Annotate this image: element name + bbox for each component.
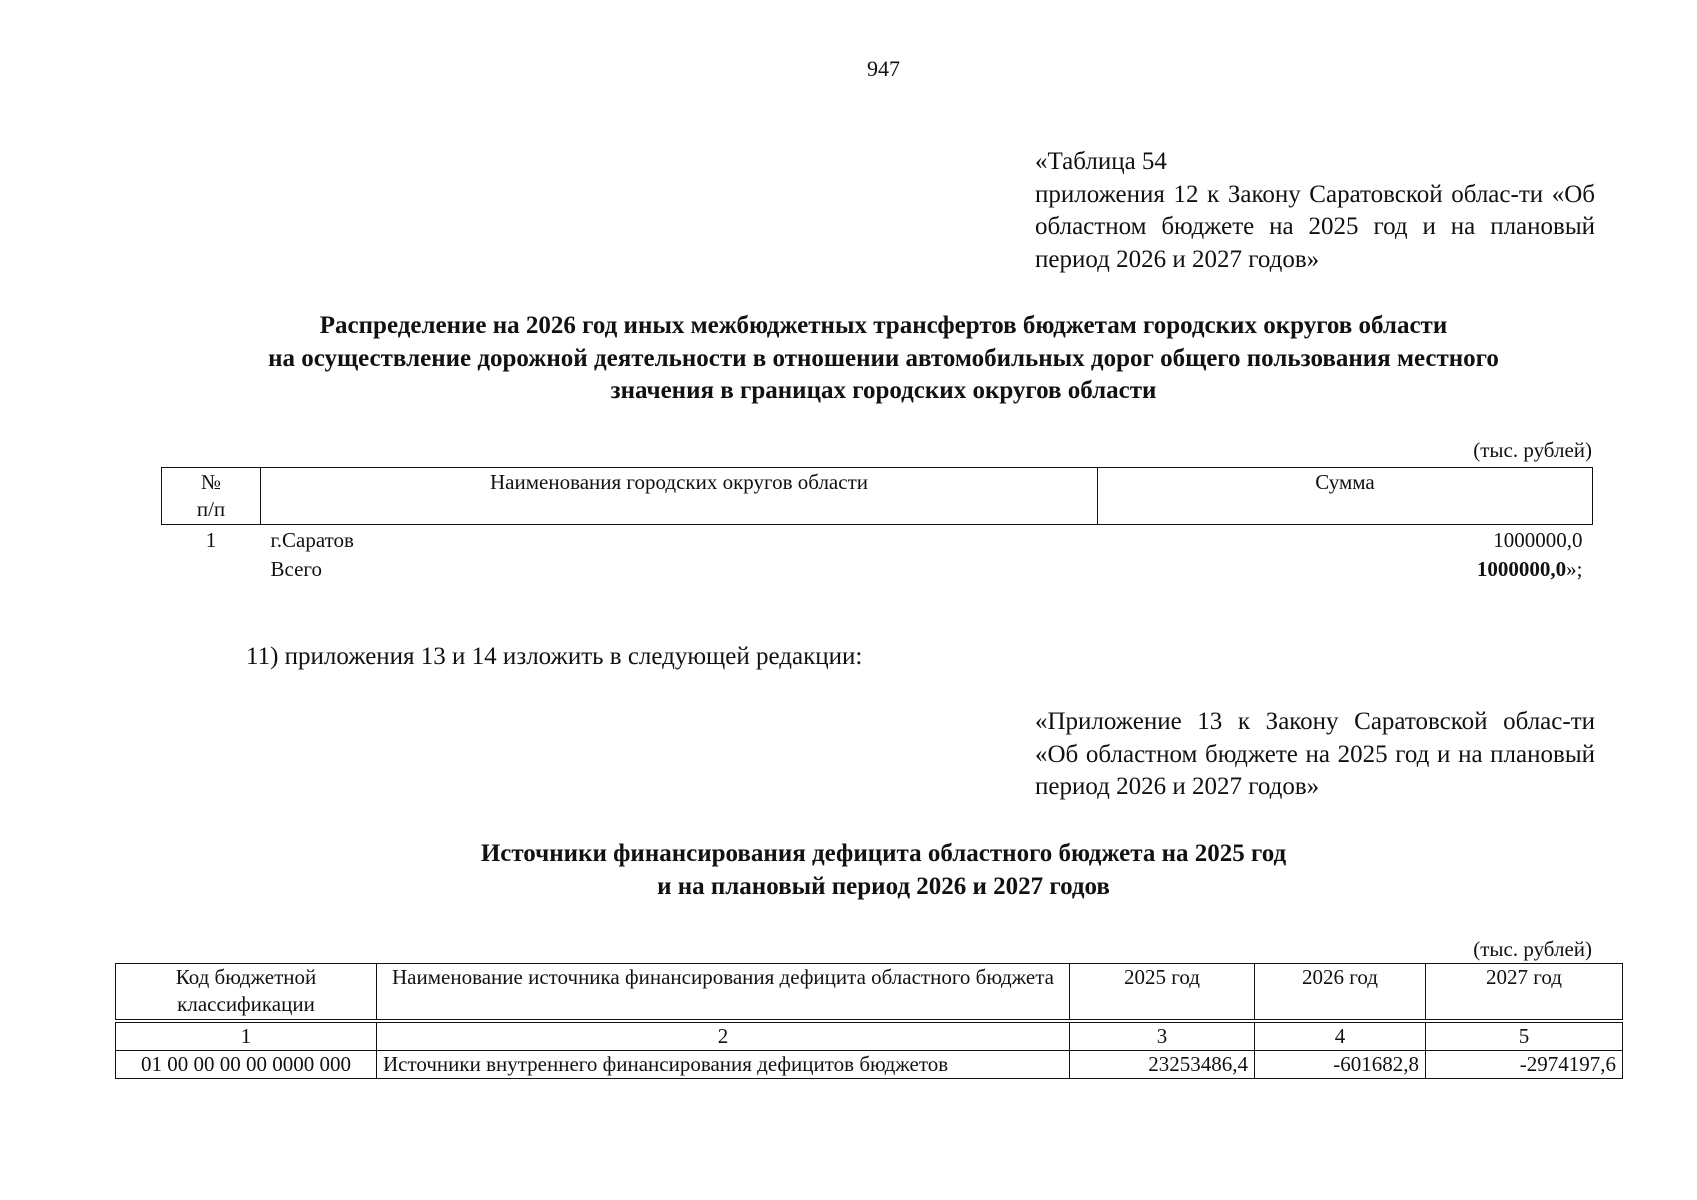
table-row — [162, 525, 1593, 556]
col-number: 5 — [1426, 1021, 1623, 1051]
header-2027: 2027 год — [1426, 964, 1623, 1021]
table2-title — [0, 838, 1697, 903]
header-name: Наименования городских округов области — [261, 468, 1098, 525]
row-name: г.Саратов — [270, 528, 354, 552]
header-sum: Сумма — [1098, 468, 1593, 525]
col-number: 4 — [1255, 1021, 1426, 1051]
header-source-name: Наименование источника финансирования дефицита областного бюджета — [377, 964, 1070, 1021]
row-2026: -601682,8 — [1255, 1050, 1426, 1078]
col-number: 2 — [377, 1021, 1070, 1051]
deficit-sources-table — [115, 963, 1623, 1079]
reference-line-1: «Таблица 54 — [1035, 148, 1167, 175]
row-2027: -2974197,6 — [1426, 1050, 1623, 1078]
table2-title-line-1: Источники финансирования дефицита областного бюджета на 2025 год — [480, 840, 1287, 867]
total-sum: 1000000,0 — [1476, 557, 1567, 581]
header-2026: 2026 год — [1255, 964, 1426, 1021]
table1-unit: (тыс. рублей) — [1473, 438, 1592, 462]
table-reference-block — [1035, 146, 1595, 276]
col-number: 3 — [1070, 1021, 1255, 1051]
total-sum-cell — [1098, 555, 1593, 584]
row-code: 01 00 00 00 00 0000 000 — [116, 1050, 377, 1078]
row-num: 1 — [205, 528, 217, 552]
page-number: 947 — [867, 56, 900, 81]
table1-title-line-2: на осуществление дорожной деятельности в отношении автомобильных дорог общего пользования местного — [268, 344, 1499, 372]
col-number: 1 — [116, 1021, 377, 1051]
reference-line-2: приложения 12 к Закону Саратовской облас-ти «Об областном бюджете на 2025 год и на плановый период 2026 и 2027 годов» — [1035, 180, 1595, 273]
amendment-paragraph: 11) приложения 13 и 14 изложить в следующей редакции: — [246, 643, 863, 670]
table2-title-line-2: и на плановый период 2026 и 2027 годов — [657, 872, 1110, 900]
total-suffix: »; — [1566, 557, 1583, 581]
appendix-reference-text: «Приложение 13 к Закону Саратовской облас-ти «Об областном бюджете на 2025 год и на плановый период 2026 и 2027 годов» — [1035, 708, 1595, 800]
header-num: № п/п — [162, 468, 261, 525]
appendix-reference-block — [1035, 706, 1595, 804]
header-2025: 2025 год — [1070, 964, 1255, 1021]
total-label: Всего — [270, 557, 322, 581]
row-source-name: Источники внутреннего финансирования дефицитов бюджетов — [377, 1050, 1070, 1078]
header-code: Код бюджетной классификации — [116, 964, 377, 1021]
table1-title-line-1: Распределение на 2026 год иных межбюджетных трансфертов бюджетам городских округов области — [319, 312, 1448, 339]
total-row — [162, 555, 1593, 584]
table2-unit: (тыс. рублей) — [1473, 937, 1592, 961]
table1-title — [0, 310, 1697, 408]
column-number-row — [116, 1021, 1623, 1051]
table1-title-line-3: значения в границах городских округов области — [610, 377, 1157, 404]
table-row — [116, 1050, 1623, 1078]
transfers-table — [161, 467, 1593, 584]
row-sum: 1000000,0 — [1493, 528, 1583, 552]
row-2025: 23253486,4 — [1070, 1050, 1255, 1078]
